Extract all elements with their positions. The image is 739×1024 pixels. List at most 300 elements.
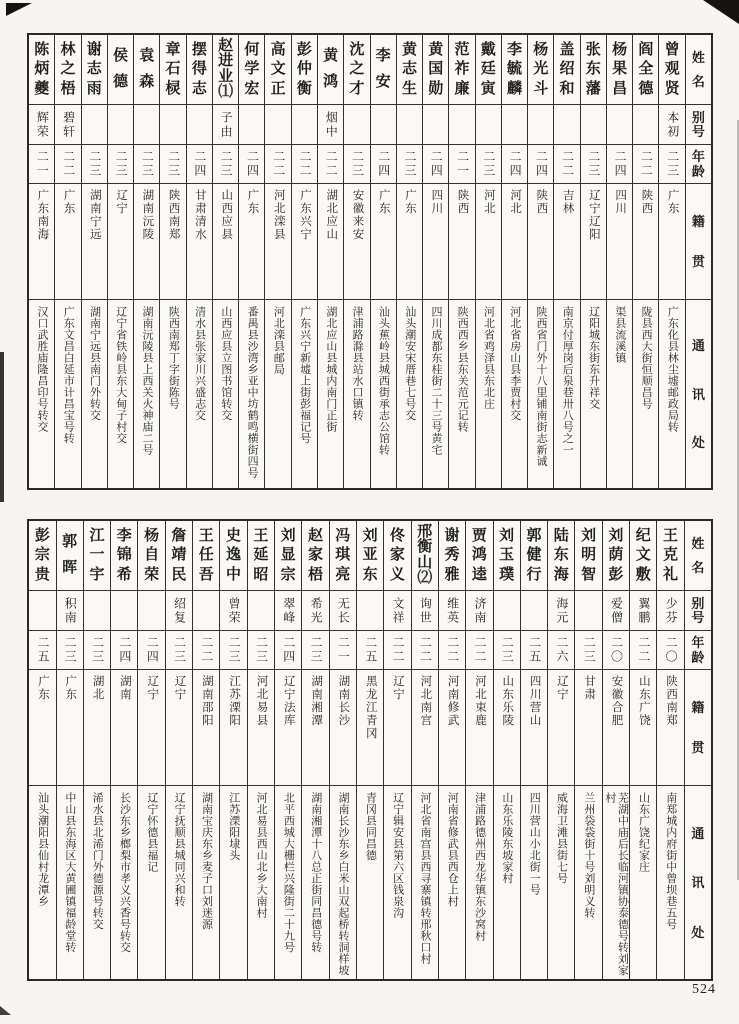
entry-name-cell: [476, 35, 501, 105]
entry-address-cell: [160, 300, 185, 488]
entry-age-text: 二四: [145, 636, 160, 664]
glyph: 祚: [454, 61, 470, 77]
entry-address-text: 南郑城内府街中曾坝巷五号: [664, 792, 677, 930]
glyph: 昭: [253, 566, 269, 583]
entry-age-text: 二四: [192, 150, 207, 178]
glyph: 宗: [34, 547, 50, 563]
entry-native-cell: [29, 670, 55, 786]
entry-native-cell: [108, 184, 133, 300]
glyph: 王: [663, 527, 679, 544]
entry-age-text: 二二: [418, 636, 433, 664]
entry-age-cell: [657, 631, 683, 670]
header-alias-cell: [685, 591, 711, 631]
glyph: 黄: [428, 41, 444, 58]
glyph: 彭: [34, 527, 50, 544]
glyph: 摆: [191, 41, 207, 58]
entry-address-text: 辽宁省铁岭县东大甸子村交: [114, 306, 127, 444]
entry-age-cell: [466, 631, 492, 670]
entry-native-text: 河北滦县: [272, 189, 285, 241]
entry-name-cell: [108, 35, 133, 105]
entry-native-cell: [371, 184, 396, 300]
entry-column: [264, 35, 290, 488]
entry-age-text: 二一: [35, 150, 50, 178]
entry-address-text: 辽阳城东街东升祥交: [587, 306, 600, 410]
glyph: 自: [144, 547, 160, 563]
entry-address-text: 山西应县立图书馆转交: [219, 306, 232, 421]
entry-alias-text: 希光: [309, 596, 324, 625]
glyph: 讯: [691, 386, 705, 402]
entry-address-text: 汕头蕉岭县城西街承志公馆转: [377, 306, 390, 456]
glyph: 业: [218, 68, 234, 85]
glyph: 王: [253, 527, 269, 544]
entry-address-text: 四川营山小北街一号: [528, 792, 541, 896]
entry-name-cell: [55, 35, 80, 105]
entry-native-text: 甘肃: [583, 675, 596, 701]
glyph: 处: [691, 924, 705, 940]
glyph: 志: [401, 61, 417, 77]
entry-native-cell: [57, 670, 83, 786]
entry-address-cell: [318, 300, 343, 488]
glyph: 森: [139, 74, 155, 90]
glyph: 赵: [307, 527, 323, 544]
entry-alias-cell: [239, 105, 264, 145]
entry-age-text: 二四: [534, 150, 549, 178]
entry-native-text: 山东广饶: [637, 675, 650, 727]
entry-address-text: 南京付厚岗后泉巷卅八号之一: [561, 306, 574, 456]
glyph: 何: [244, 41, 260, 58]
entry-age-cell: [384, 631, 410, 670]
entry-native-text: 广东: [64, 675, 77, 701]
entry-address-cell: [193, 786, 219, 979]
glyph: 龄: [691, 649, 705, 665]
entry-age-cell: [108, 145, 133, 184]
entry-address-cell: [659, 300, 684, 488]
entry-address-cell: [657, 786, 683, 979]
entry-age-text: 二三: [90, 636, 105, 664]
entry-native-cell: [439, 670, 465, 786]
glyph: 学: [244, 61, 260, 77]
entry-native-cell: [193, 670, 219, 786]
entry-address-text: 陕西西乡县东关范元记转: [456, 306, 469, 433]
glyph: 雅: [444, 566, 460, 583]
entry-alias-cell: [292, 105, 317, 145]
entry-address-cell: [57, 786, 83, 979]
glyph: 杨: [612, 41, 628, 58]
glyph: 邢: [417, 523, 433, 540]
entry-native-text: 四川: [614, 189, 627, 215]
entry-column: [411, 521, 438, 979]
entry-native-cell: [397, 184, 422, 300]
entry-native-text: 湖北: [91, 675, 104, 701]
entry-address-cell: [466, 786, 492, 979]
glyph: 靖: [171, 547, 187, 563]
entry-native-text: 甘肃清水: [193, 189, 206, 241]
entry-age-text: 二四: [117, 636, 132, 664]
entry-age-text: 二三: [254, 636, 269, 664]
entry-column: [527, 35, 553, 488]
entry-column: [133, 35, 159, 488]
entry-name-cell: [166, 521, 192, 591]
entry-address-cell: [330, 786, 356, 979]
entry-name-cell: [292, 35, 317, 105]
entry-address-cell: [371, 300, 396, 488]
entry-alias-cell: [318, 105, 343, 145]
glyph: 名: [691, 74, 705, 90]
glyph: 贯: [691, 740, 705, 755]
entry-native-cell: [554, 184, 579, 300]
entry-native-cell: [134, 184, 159, 300]
entry-address-cell: [134, 300, 159, 488]
glyph: 年: [691, 149, 705, 165]
glyph: 生: [401, 80, 417, 97]
glyph: 荫: [608, 547, 624, 563]
entry-native-cell: [466, 670, 492, 786]
entry-native-cell: [494, 670, 520, 786]
entry-address-text: 中山县东海区大黄圃镇福龄堂转: [63, 792, 76, 953]
glyph: 寅: [480, 80, 496, 97]
entry-native-text: 河南修武: [446, 675, 459, 727]
entry-native-cell: [239, 184, 264, 300]
entry-address-text: 番禺县沙湾乡亚中坊鹤鸣横街四号: [246, 306, 259, 479]
glyph: 昌: [612, 80, 628, 97]
entry-name-cell: [439, 521, 465, 591]
glyph: 锦: [116, 547, 132, 563]
glyph: 赵: [218, 37, 234, 54]
glyph: 沈: [349, 41, 365, 58]
entry-column: [383, 521, 410, 979]
entry-address-text: 汉口武胜庙隆昌印号转交: [35, 306, 48, 433]
entry-native-text: 广东: [404, 189, 417, 215]
entry-name-cell: [502, 35, 527, 105]
glyph: 亮: [335, 566, 351, 583]
entry-column: [192, 521, 219, 979]
entry-age-text: 二四: [508, 150, 523, 178]
glyph: 玉: [499, 547, 515, 563]
entry-alias-cell: [57, 591, 83, 631]
entry-age-text: 二二: [271, 150, 286, 178]
entry-name-cell: [659, 35, 684, 105]
glyph: 棂: [165, 80, 181, 97]
entry-age-cell: [248, 631, 274, 670]
entry-name-cell: [239, 35, 264, 105]
glyph: 衡: [417, 539, 433, 556]
glyph: 勋: [428, 80, 444, 97]
entry-alias-cell: [603, 591, 629, 631]
entry-alias-cell: [138, 591, 164, 631]
entry-native-cell: [423, 184, 448, 300]
entry-native-cell: [521, 670, 547, 786]
entry-column: [438, 521, 465, 979]
entry-alias-cell: [344, 105, 369, 145]
entry-age-text: 二二: [391, 636, 405, 664]
entry-address-cell: [248, 786, 274, 979]
glyph: 石: [165, 61, 181, 77]
entry-age-cell: [502, 145, 527, 184]
glyph: 文: [635, 547, 651, 563]
entry-name-cell: [187, 35, 212, 105]
entry-name-cell: [548, 521, 574, 591]
entry-age-cell: [344, 145, 369, 184]
entry-column: [632, 35, 658, 488]
entry-native-text: 黑龙江青冈: [364, 675, 377, 740]
glyph: 鸿: [323, 74, 339, 90]
glyph: 民: [171, 566, 187, 583]
entry-age-cell: [292, 145, 317, 184]
glyph: 德: [638, 80, 654, 97]
entry-column: [602, 521, 629, 979]
glyph: 中: [226, 566, 242, 583]
glyph: 盖: [559, 41, 575, 58]
glyph: 一: [89, 547, 105, 563]
glyph: 贯: [691, 254, 705, 269]
glyph: 高: [270, 41, 286, 58]
entry-address-text: 湖南湘潭十八总正街同昌德号转: [309, 792, 322, 953]
entry-address-text: 兰州袋袋街十号刘明义转: [582, 792, 595, 919]
entry-native-cell: [84, 670, 110, 786]
entry-age-cell: [607, 145, 632, 184]
entry-alias-cell: [265, 105, 290, 145]
glyph: 安: [375, 74, 391, 90]
glyph: 号: [691, 124, 705, 140]
entry-native-text: 湖南长沙: [337, 675, 350, 727]
entry-age-cell: [330, 631, 356, 670]
entry-age-cell: [239, 145, 264, 184]
entry-age-cell: [528, 145, 553, 184]
entry-address-text: 广东兴宁新墟上街彭福记号: [298, 306, 311, 444]
glyph: 郭: [62, 534, 78, 550]
entry-column: [370, 35, 396, 488]
glyph: 才: [349, 80, 365, 97]
entry-column: [475, 35, 501, 488]
entry-alias-cell: [108, 105, 133, 145]
header-name-cell: [685, 521, 711, 591]
entry-age-cell: [193, 631, 219, 670]
glyph: 号: [691, 610, 705, 626]
entry-native-text: 山东乐陵: [501, 675, 514, 727]
entry-age-cell: [187, 145, 212, 184]
entry-native-cell: [265, 184, 290, 300]
entry-alias-cell: [193, 591, 219, 631]
glyph: 张: [585, 41, 601, 58]
entry-column: [422, 35, 448, 488]
entry-age-cell: [603, 631, 629, 670]
entry-age-cell: [213, 145, 238, 184]
entry-native-cell: [607, 184, 632, 300]
entry-native-text: 吉林: [561, 189, 574, 215]
glyph: 任: [198, 547, 214, 563]
glyph: 彭: [296, 41, 312, 58]
glyph: 袁: [139, 48, 155, 64]
entry-address-text: 辽宁抚顺县城同兴和转: [173, 792, 186, 907]
entry-name-cell: [82, 35, 107, 105]
entry-age-cell: [575, 631, 601, 670]
entry-alias-cell: [607, 105, 632, 145]
entry-name-cell: [265, 35, 290, 105]
entry-column: [606, 35, 632, 488]
entry-native-cell: [55, 184, 80, 300]
entry-native-text: 四川: [430, 189, 443, 215]
entry-address-text: 四川成都东桂街二十三号黄宅: [429, 306, 442, 456]
glyph: 刘: [581, 527, 597, 544]
entry-address-text: 山东乐陵东坡家村: [500, 792, 513, 884]
glyph: 彭: [608, 566, 624, 583]
glyph: 章: [165, 41, 181, 58]
entry-native-cell: [630, 670, 656, 786]
entry-column: [448, 35, 474, 488]
entry-age-text: 二三: [87, 150, 102, 178]
directory-table-bottom: [27, 519, 713, 981]
entry-address-cell: [397, 300, 422, 488]
entry-address-cell: [344, 300, 369, 488]
entry-native-cell: [575, 670, 601, 786]
entry-column: [656, 521, 683, 979]
entry-age-text: 二三: [582, 636, 597, 664]
entry-address-cell: [187, 300, 212, 488]
glyph: 詹: [171, 527, 187, 544]
entry-column: [465, 521, 492, 979]
entry-age-text: 二二: [636, 636, 651, 664]
entry-name-cell: [193, 521, 219, 591]
glyph: 毓: [507, 61, 523, 77]
entry-address-text: 汕头潮阳县仙村龙潭乡: [36, 792, 49, 907]
glyph: 行: [526, 566, 542, 583]
entry-age-text: 二二: [199, 636, 214, 664]
entry-native-cell: [384, 670, 410, 786]
entry-alias-cell: [84, 591, 110, 631]
entry-name-cell: [581, 35, 606, 105]
entry-alias-text: 绍复: [172, 596, 187, 625]
glyph: 礼: [663, 566, 679, 583]
glyph: 荣: [144, 566, 160, 583]
glyph: 得: [191, 61, 207, 77]
entry-age-cell: [397, 145, 422, 184]
entry-native-cell: [344, 184, 369, 300]
entry-address-text: 辽宁辑安县第六区钱泉沟: [391, 792, 404, 919]
entry-age-cell: [134, 145, 159, 184]
entry-name-cell: [423, 35, 448, 105]
entry-age-text: 二三: [63, 636, 78, 664]
entry-column: [553, 35, 579, 488]
entry-native-cell: [603, 670, 629, 786]
glyph: 志: [86, 61, 102, 77]
glyph: 观: [664, 61, 680, 77]
entry-alias-cell: [657, 591, 683, 631]
entry-address-text: 河北省南宫县西寻寨镇转邢秋口村: [418, 792, 431, 965]
entry-address-cell: [449, 300, 474, 488]
entry-alias-text: 烟中: [324, 110, 339, 139]
entry-alias-text: 辉荣: [35, 110, 50, 139]
entry-alias-cell: [521, 591, 547, 631]
entry-age-cell: [160, 145, 185, 184]
glyph: 谢: [444, 527, 460, 544]
entry-alias-cell: [134, 105, 159, 145]
glyph: 杨: [533, 41, 549, 58]
entry-age-text: 二四: [429, 150, 444, 178]
entry-address-text: 广东化县林尘墟邮政局转: [666, 306, 679, 433]
glyph: 山: [417, 554, 433, 571]
entry-address-text: 浠水县北浠门外德源号转交: [91, 792, 104, 930]
entry-age-text: 二二: [639, 150, 654, 178]
glyph: 显: [280, 547, 296, 563]
glyph: 藩: [585, 80, 601, 97]
glyph: 秀: [444, 547, 460, 563]
entry-address-cell: [423, 300, 448, 488]
entry-alias-cell: [213, 105, 238, 145]
entry-native-text: 湖南宁远: [88, 189, 101, 241]
entry-age-text: 二〇: [664, 636, 679, 664]
entry-column: [343, 35, 369, 488]
header-address-cell: [686, 300, 711, 488]
entry-name-cell: [449, 35, 474, 105]
header-column: [684, 521, 711, 979]
entry-native-cell: [581, 184, 606, 300]
glyph: 逵: [471, 566, 487, 583]
entry-address-cell: [521, 786, 547, 979]
entry-age-cell: [84, 631, 110, 670]
entry-column: [107, 35, 133, 488]
entry-address-cell: [633, 300, 658, 488]
entry-alias-cell: [630, 591, 656, 631]
entry-column: [493, 521, 520, 979]
entry-alias-cell: [423, 105, 448, 145]
entry-address-cell: [502, 300, 527, 488]
entry-address-cell: [607, 300, 632, 488]
glyph: 王: [198, 527, 214, 544]
entry-age-text: 二〇: [609, 636, 624, 664]
entry-address-cell: [439, 786, 465, 979]
entry-age-text: 二三: [172, 636, 187, 664]
glyph: 通: [691, 825, 705, 841]
entry-native-text: 陕西: [640, 189, 653, 215]
glyph: 之: [349, 61, 365, 77]
entry-alias-text: 少芬: [664, 596, 679, 625]
entry-age-cell: [357, 631, 383, 670]
glyph: 梧: [307, 566, 323, 583]
entry-alias-cell: [502, 105, 527, 145]
entry-name-cell: [466, 521, 492, 591]
glyph: 年: [691, 635, 705, 651]
entry-age-cell: [275, 631, 301, 670]
entry-alias-text: 无长: [336, 596, 351, 625]
entry-address-text: 清水县张家川兴盛志交: [193, 306, 206, 421]
glyph: 东: [585, 61, 601, 77]
entry-name-cell: [220, 521, 246, 591]
entry-age-text: 二二: [472, 636, 487, 664]
entry-column: [165, 521, 192, 979]
entry-native-text: 湖北应山: [325, 189, 338, 241]
glyph: 黄: [401, 41, 417, 58]
entry-alias-text: 询世: [418, 596, 433, 625]
entry-age-cell: [633, 145, 658, 184]
glyph: 和: [559, 80, 575, 97]
entry-age-text: 二三: [114, 150, 129, 178]
entry-native-text: 陕西南郑: [665, 675, 678, 727]
entry-address-text: 威海卫滩县街七号: [555, 792, 568, 884]
scan-artifact-top-right: [699, 0, 739, 24]
header-age-cell: [686, 145, 711, 184]
entry-age-text: 二三: [219, 150, 234, 178]
entry-native-text: 广东: [666, 189, 679, 215]
header-age-cell: [685, 631, 711, 670]
entry-column: [396, 35, 422, 488]
entry-alias-text: 翠峰: [281, 596, 296, 625]
entry-native-cell: [220, 670, 246, 786]
entry-native-text: 辽宁辽阳: [587, 189, 600, 241]
entry-alias-cell: [111, 591, 137, 631]
entry-column: [56, 521, 83, 979]
entry-address-text: 河北滦县邮局: [272, 306, 285, 375]
entry-age-text: 二四: [245, 150, 260, 178]
